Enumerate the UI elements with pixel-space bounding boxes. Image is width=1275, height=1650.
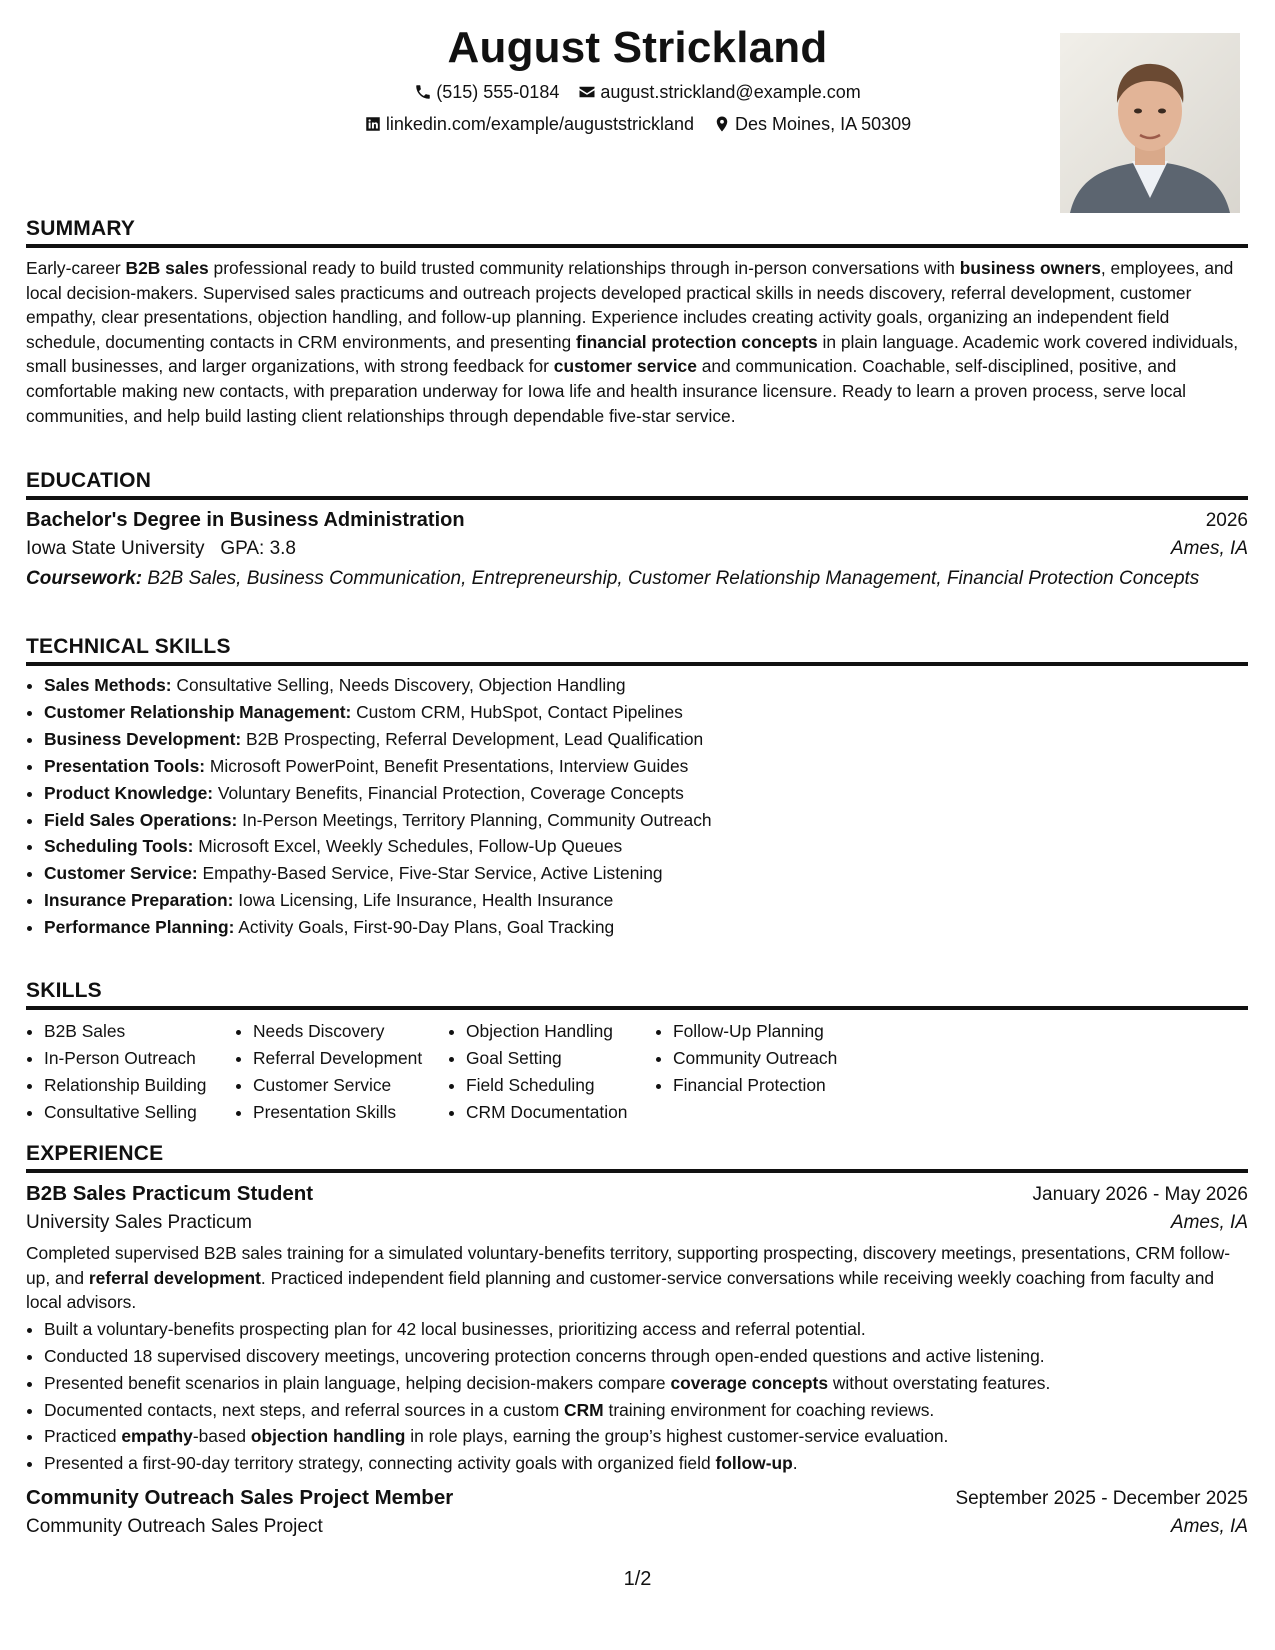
education-section	[26, 468, 1248, 591]
text-run: in role plays, earning the group’s highest customer-service evaluation.	[405, 1426, 949, 1447]
text-run: and communication. Coachable, self-disciplined, positive, and comfortable making new contacts, with preparation underway for Iowa life and health insurance licensure. Ready to learn a proven process, serve local communities, and help build lasting client relationships through dependable five-star service.	[26, 356, 1186, 426]
school-name: Iowa State University	[26, 538, 205, 559]
job-bullet	[44, 1450, 1248, 1477]
skill-item: • Follow-Up Planning	[673, 1018, 855, 1045]
coursework-list: B2B Sales, Business Communication, Entrepreneurship, Customer Relationship Management, Financial Protection Concepts	[147, 568, 1200, 589]
skill-category: Insurance Preparation:	[44, 890, 234, 911]
text-run: -based	[192, 1426, 251, 1447]
experience-section	[26, 1141, 1248, 1538]
skills-section	[26, 978, 1248, 1126]
bold-phrase: financial protection concepts	[576, 331, 818, 352]
skill-values: Custom CRM, HubSpot, Contact Pipelines	[351, 701, 683, 722]
bold-phrase: referral development	[88, 1267, 261, 1288]
technical-skill-item	[44, 807, 1248, 834]
skills-grid	[26, 1018, 1248, 1126]
job-bullet	[44, 1343, 1248, 1370]
text-run: Early-career	[26, 258, 126, 278]
skill-item: • Relationship Building	[44, 1072, 235, 1099]
skills-column	[448, 1018, 655, 1126]
text-run: in plain language. Academic work covered individuals, small businesses, and larger organizations, with strong feedback for	[26, 331, 1239, 377]
map-pin-icon	[713, 115, 731, 133]
bold-phrase: business owners	[959, 258, 1101, 278]
text-run: . Practiced independent field planning and customer-service conversations while receiving weekly coaching from faculty and local advisors.	[26, 1267, 1215, 1313]
technical-skill-item	[44, 753, 1248, 780]
skill-values: Microsoft PowerPoint, Benefit Presentations, Interview Guides	[205, 755, 689, 776]
skill-category: Field Sales Operations:	[44, 809, 238, 830]
skill-values: Voluntary Benefits, Financial Protection, Coverage Concepts	[213, 782, 684, 803]
skill-category: Presentation Tools:	[44, 755, 206, 776]
location-text: Des Moines, IA 50309	[735, 114, 912, 134]
skill-item: • Consultative Selling	[44, 1099, 235, 1126]
phone-contact	[414, 80, 559, 104]
gpa: GPA: 3.8	[220, 538, 296, 559]
skill-values: Consultative Selling, Needs Discovery, Objection Handling	[171, 675, 626, 695]
job-location: Ames, IA	[1170, 1212, 1248, 1233]
text-run: .	[792, 1453, 798, 1474]
summary-section	[26, 216, 1248, 428]
technical-skill-item	[44, 726, 1248, 753]
education-school-row	[26, 538, 1248, 560]
school-info	[26, 538, 296, 560]
summary-title: SUMMARY	[26, 216, 1248, 248]
text-run: , employees, and local decision-makers. Supervised sales practicums and outreach projects developed practical skills in needs discovery, referral development, customer empathy, clear presentations, objection handling, and follow-up planning. Experience includes creating activity goals, organizing an independent field schedule, documenting contacts in CRM environments, and presenting	[26, 258, 1234, 352]
text-run: Documented contacts, next steps, and referral sources in a custom	[44, 1399, 565, 1420]
skill-values: Activity Goals, First-90-Day Plans, Goal Tracking	[234, 917, 615, 938]
skill-item: • Objection Handling	[466, 1018, 655, 1045]
bold-phrase: follow-up	[715, 1453, 793, 1474]
skills-title: SKILLS	[26, 978, 1248, 1010]
text-run: training environment for coaching reviews.	[603, 1399, 935, 1420]
text-run: without overstating features.	[828, 1372, 1051, 1393]
skill-category: Customer Relationship Management:	[44, 701, 352, 722]
experience-title: EXPERIENCE	[26, 1141, 1248, 1173]
graduation-year: 2026	[1205, 510, 1248, 531]
phone-number: (515) 555-0184	[436, 82, 560, 102]
skill-category: Scheduling Tools:	[44, 836, 194, 857]
technical-skill-item	[44, 887, 1248, 914]
skill-item: • Financial Protection	[673, 1072, 855, 1099]
skill-category: Product Knowledge:	[44, 782, 214, 803]
bold-phrase: coverage concepts	[670, 1372, 828, 1393]
skill-values: In-Person Meetings, Territory Planning, Community Outreach	[237, 809, 712, 830]
job-bullet	[44, 1397, 1248, 1424]
job-bullet	[44, 1370, 1248, 1397]
job-role: Community Outreach Sales Project Member	[26, 1486, 454, 1510]
linkedin-contact[interactable]	[364, 112, 694, 136]
job-summary	[26, 1241, 1248, 1315]
linkedin-url[interactable]: linkedin.com/example/auguststrickland	[385, 114, 695, 134]
email-contact[interactable]	[578, 80, 860, 104]
bold-phrase: empathy	[121, 1426, 193, 1447]
skill-item: • Needs Discovery	[253, 1018, 448, 1045]
text-run: Presented a first-90-day territory strategy, connecting activity goals with organized field	[44, 1453, 716, 1474]
job-bullet	[44, 1423, 1248, 1450]
skills-column	[26, 1018, 235, 1126]
skill-category: Customer Service:	[44, 863, 198, 884]
technical-skills-section	[26, 634, 1248, 941]
text-run: Completed supervised B2B sales training for a simulated voluntary-benefits territory, supporting prospecting, discovery meetings, presentations, CRM follow-up, and	[26, 1243, 1231, 1288]
skill-item: • Customer Service	[253, 1072, 448, 1099]
text-run: Practiced	[44, 1426, 122, 1447]
candidate-name: August Strickland	[447, 23, 828, 72]
degree-name: Bachelor's Degree in Business Administration	[26, 509, 465, 531]
skills-column	[655, 1018, 855, 1126]
job-org: University Sales Practicum	[26, 1212, 252, 1233]
skill-item: • Community Outreach	[673, 1045, 855, 1072]
summary-text	[26, 256, 1248, 428]
linkedin-icon	[364, 115, 382, 133]
skill-item: • In-Person Outreach	[44, 1045, 235, 1072]
technical-skill-item	[44, 860, 1248, 887]
technical-skill-item	[44, 780, 1248, 807]
job-role: B2B Sales Practicum Student	[26, 1182, 314, 1205]
technical-skill-item	[44, 672, 1248, 699]
profile-photo	[1060, 33, 1240, 213]
skill-item: • CRM Documentation	[466, 1099, 655, 1126]
text-run: Presented benefit scenarios in plain language, helping decision-makers compare	[44, 1372, 671, 1393]
text-run: Built a voluntary-benefits prospecting plan for 42 local businesses, prioritizing access and referral potential.	[44, 1318, 866, 1339]
bold-phrase: B2B sales	[125, 258, 209, 278]
skill-item: • Presentation Skills	[253, 1099, 448, 1126]
coursework	[26, 567, 1248, 591]
phone-icon	[414, 83, 432, 101]
skill-values: Empathy-Based Service, Five-Star Service, Active Listening	[197, 863, 663, 884]
skill-category: Business Development:	[44, 728, 242, 749]
text-run: Conducted 18 supervised discovery meetings, uncovering protection concerns through open-ended questions and active listening.	[44, 1345, 1045, 1366]
skill-category: Sales Methods:	[44, 675, 172, 695]
job-org-row	[26, 1212, 1248, 1234]
job-dates: January 2026 - May 2026	[1032, 1184, 1248, 1205]
education-title: EDUCATION	[26, 468, 1248, 500]
bold-phrase: objection handling	[250, 1426, 406, 1447]
envelope-icon	[578, 83, 596, 101]
job-entry	[26, 1182, 1248, 1477]
job-bullets	[26, 1316, 1248, 1477]
bold-phrase: customer service	[553, 356, 697, 377]
skill-item: • Goal Setting	[466, 1045, 655, 1072]
coursework-label: Coursework:	[26, 568, 143, 589]
job-entry	[26, 1486, 1248, 1538]
email-address[interactable]: august.strickland@example.com	[600, 82, 861, 102]
technical-skills-title: TECHNICAL SKILLS	[26, 634, 1248, 666]
job-title-row	[26, 1182, 1248, 1206]
skill-item: • Referral Development	[253, 1045, 448, 1072]
job-bullet	[44, 1316, 1248, 1343]
skill-values: Microsoft Excel, Weekly Schedules, Follow-Up Queues	[193, 836, 623, 857]
technical-skill-item	[44, 833, 1248, 860]
job-title-row	[26, 1486, 1248, 1510]
technical-skills-list	[26, 672, 1248, 941]
job-org-row	[26, 1516, 1248, 1538]
school-location: Ames, IA	[1170, 538, 1248, 559]
text-run: professional ready to build trusted community relationships through in-person conversations with	[208, 258, 960, 278]
page-number: 1/2	[623, 1568, 652, 1590]
skill-values: Iowa Licensing, Life Insurance, Health Insurance	[233, 890, 614, 911]
skill-item: • B2B Sales	[44, 1018, 235, 1045]
job-org: Community Outreach Sales Project	[26, 1516, 323, 1538]
job-location: Ames, IA	[1170, 1516, 1248, 1538]
skill-category: Performance Planning:	[44, 917, 235, 938]
skill-item: • Field Scheduling	[466, 1072, 655, 1099]
skill-values: B2B Prospecting, Referral Development, Lead Qualification	[241, 728, 704, 749]
skills-column	[235, 1018, 448, 1126]
bold-phrase: CRM	[564, 1399, 604, 1420]
technical-skill-item	[44, 914, 1248, 941]
location-contact	[713, 112, 911, 136]
education-degree-row	[26, 509, 1248, 532]
job-dates: September 2025 - December 2025	[955, 1488, 1248, 1510]
technical-skill-item	[44, 699, 1248, 726]
